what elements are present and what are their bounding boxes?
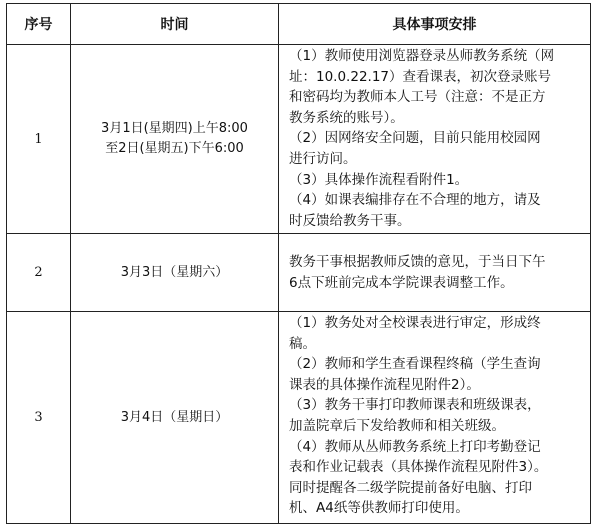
arrangement-line: （3）教务干事打印教师课表和班级课表， (289, 397, 541, 414)
arrangement-line: 表和作业记载表（具体操作流程见附件3）。 (289, 459, 548, 476)
time-cell (71, 312, 279, 524)
arrangement-line: （2）因网络安全问题，目前只能用校园网 (289, 130, 541, 147)
time-line: 3月3日（星期六） (120, 264, 229, 280)
seq-cell: 1 (7, 45, 71, 234)
arrangement-cell (279, 45, 591, 234)
header-seq: 序号 (7, 4, 71, 45)
arrangement-line: 时反馈给教务干事。 (289, 212, 411, 229)
schedule-table (6, 3, 591, 524)
arrangement-line: （1）教师使用浏览器登录丛师教务系统（网 (289, 48, 555, 64)
arrangement-line: （2）教师和学生查看课程终稿（学生查询 (289, 356, 541, 373)
table-row (7, 45, 591, 234)
time-line: 3月1日(星期四)上午8:00 (101, 121, 248, 136)
arrangement-line: 加盖院章后下发给教师和相关班级。 (289, 417, 505, 434)
arrangement-cell (279, 312, 591, 524)
arrangement-line: （4）教师从丛师教务系统上打印考勤登记 (289, 438, 541, 455)
arrangement-line: 教务干事根据教师反馈的意见，于当日下午 (289, 253, 546, 270)
arrangement-line: （4）如课表编排存在不合理的地方，请及 (289, 192, 541, 209)
arrangement-line: 进行访问。 (289, 150, 357, 167)
header-time: 时间 (71, 4, 279, 45)
time-cell (71, 45, 279, 234)
time-line: 3月4日（星期日） (120, 409, 229, 425)
arrangement-line: 教务系统的账号）。 (289, 109, 404, 126)
table-row (7, 312, 591, 524)
header-row (7, 4, 591, 45)
table-row (7, 234, 591, 312)
arrangement-line: 机、A4纸等供教师打印使用。 (289, 500, 469, 517)
header-arrangement: 具体事项安排 (279, 4, 591, 45)
arrangement-line: 和密码均为教师本人工号（注意：不是正方 (289, 89, 546, 106)
time-line: 至2日(星期五)下午6:00 (105, 141, 244, 156)
arrangement-line: 同时提醒各二级学院提前备好电脑、打印 (289, 479, 532, 496)
seq-cell: 3 (7, 312, 71, 524)
arrangement-line: 稿。 (289, 335, 316, 352)
seq-cell: 2 (7, 234, 71, 312)
arrangement-line: 6点下班前完成本学院课表调整工作。 (289, 274, 514, 291)
arrangement-cell (279, 234, 591, 312)
arrangement-line: 课表的具体操作流程见附件2）。 (289, 376, 480, 393)
arrangement-line: 址：10.0.22.17）查看课表，初次登录账号 (289, 68, 551, 85)
time-cell (71, 234, 279, 312)
arrangement-line: （1）教务处对全校课表进行审定，形成终 (289, 315, 541, 331)
arrangement-line: （3）具体操作流程看附件1。 (289, 171, 469, 188)
